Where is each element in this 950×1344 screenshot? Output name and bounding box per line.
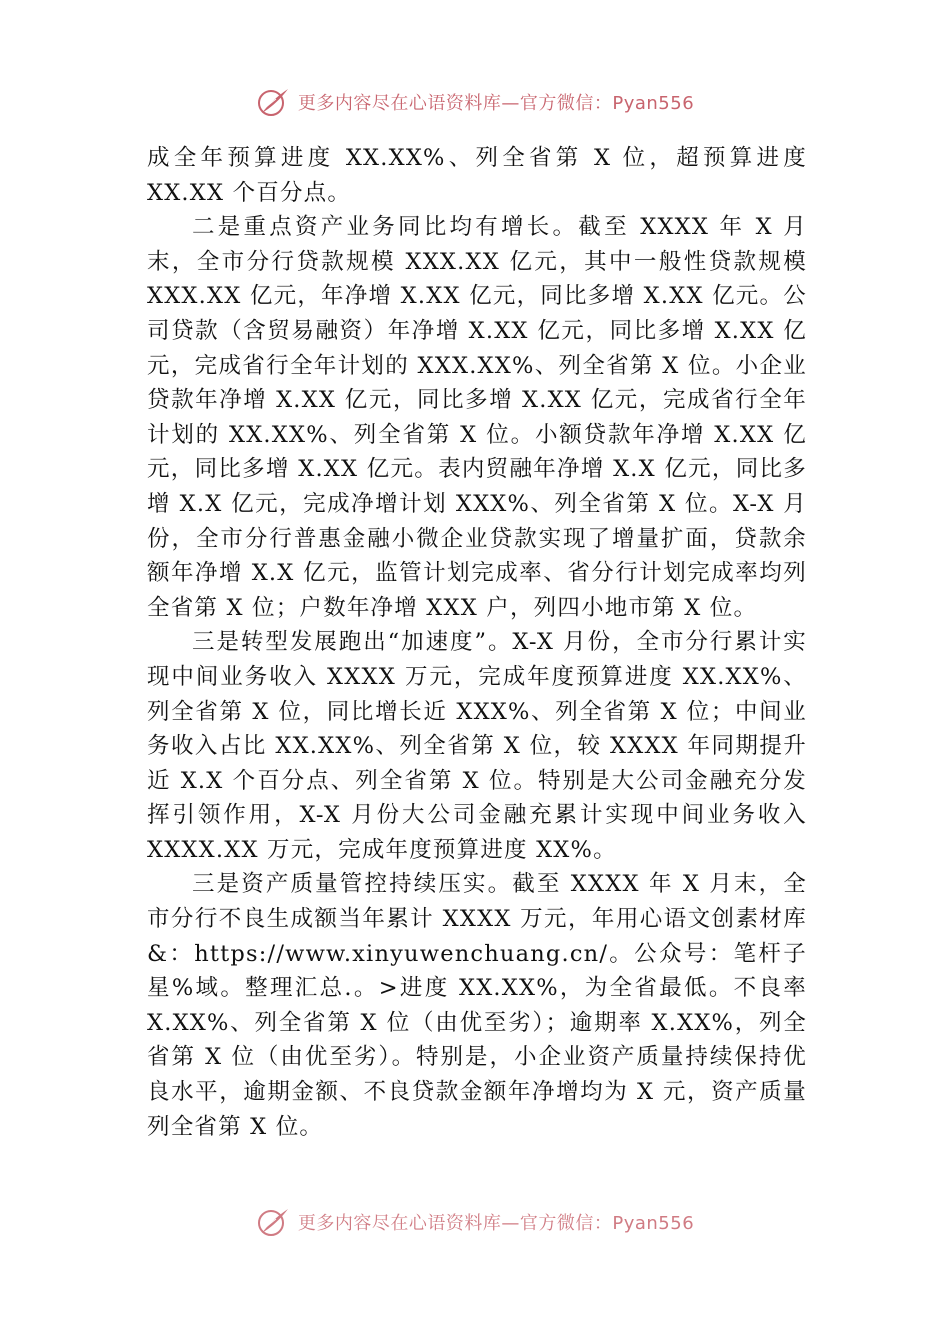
watermark-text: 更多内容尽在心语资料库—官方微信：Pyan556 xyxy=(297,1213,695,1234)
paragraph-asset-quality: 三是资产质量管控持续压实。截至 XXXX 年 X 月末，全市分行不良生成额当年累计 XXXX 万元，年用心语文创素材库&：https://www.xinyuwenchuang.cn/。公众号：笔杆子星%域。整理汇总.。>进度 XX.XX%，为全省最低。不良率 X.XX%、列全省第 X 位（由优至劣）；逾期率 X.XX%，列全省第 X 位（由优至劣）。特别是，小企业资产质量持续保持优良水平，逾期金额、不良贷款金额年净增均为 X 元，资产质量列全省第 X 位。 xyxy=(147,871,807,1140)
paragraph-continuation: 成全年预算进度 XX.XX%、列全省第 X 位，超预算进度 XX.XX 个百分点。 xyxy=(147,145,807,206)
document-body xyxy=(147,141,807,1144)
feather-logo-icon xyxy=(256,87,290,117)
header-watermark xyxy=(0,82,950,122)
paragraph-asset-growth: 二是重点资产业务同比均有增长。截至 XXXX 年 X 月末，全市分行贷款规模 XXX.XX 亿元，其中一般性贷款规模 XXX.XX 亿元，年净增 X.XX 亿元，同比多增 X.XX 亿元。公司贷款（含贸易融资）年净增 X.XX 亿元，同比多增 X.XX 亿元，完成省行全年计划的 XXX.XX%、列全省第 X 位。小企业贷款年净增 X.XX 亿元，同比多增 X.XX 亿元，完成省行全年计划的 XX.XX%、列全省第 X 位。小额贷款年净增 X.XX 亿元，同比多增 X.XX 亿元。表内贸融年净增 X.X 亿元，同比多增 X.X 亿元，完成净增计划 XXX%、列全省第 X 位。X-X 月份，全市分行普惠金融小微企业贷款实现了增量扩面，贷款余额年净增 X.X 亿元，监管计划完成率、省分行计划完成率均列全省第 X 位；户数年净增 XXX 户，列四小地市第 X 位。 xyxy=(147,214,807,621)
paragraph-transformation: 三是转型发展跑出“加速度”。X-X 月份，全市分行累计实现中间业务收入 XXXX 万元，完成年度预算进度 XX.XX%、列全省第 X 位，同比增长近 XXX%、列全省第 X 位；中间业务收入占比 XX.XX%、列全省第 X 位，较 XXXX 年同期提升近 X.X 个百分点、列全省第 X 位。特别是大公司金融充分发挥引领作用，X-X 月份大公司金融充累计实现中间业务收入 XXXX.XX 万元，完成年度预算进度 XX%。 xyxy=(147,629,807,863)
feather-logo-icon xyxy=(256,1207,290,1237)
watermark-text: 更多内容尽在心语资料库—官方微信：Pyan556 xyxy=(297,93,695,114)
footer-watermark xyxy=(0,1202,950,1242)
